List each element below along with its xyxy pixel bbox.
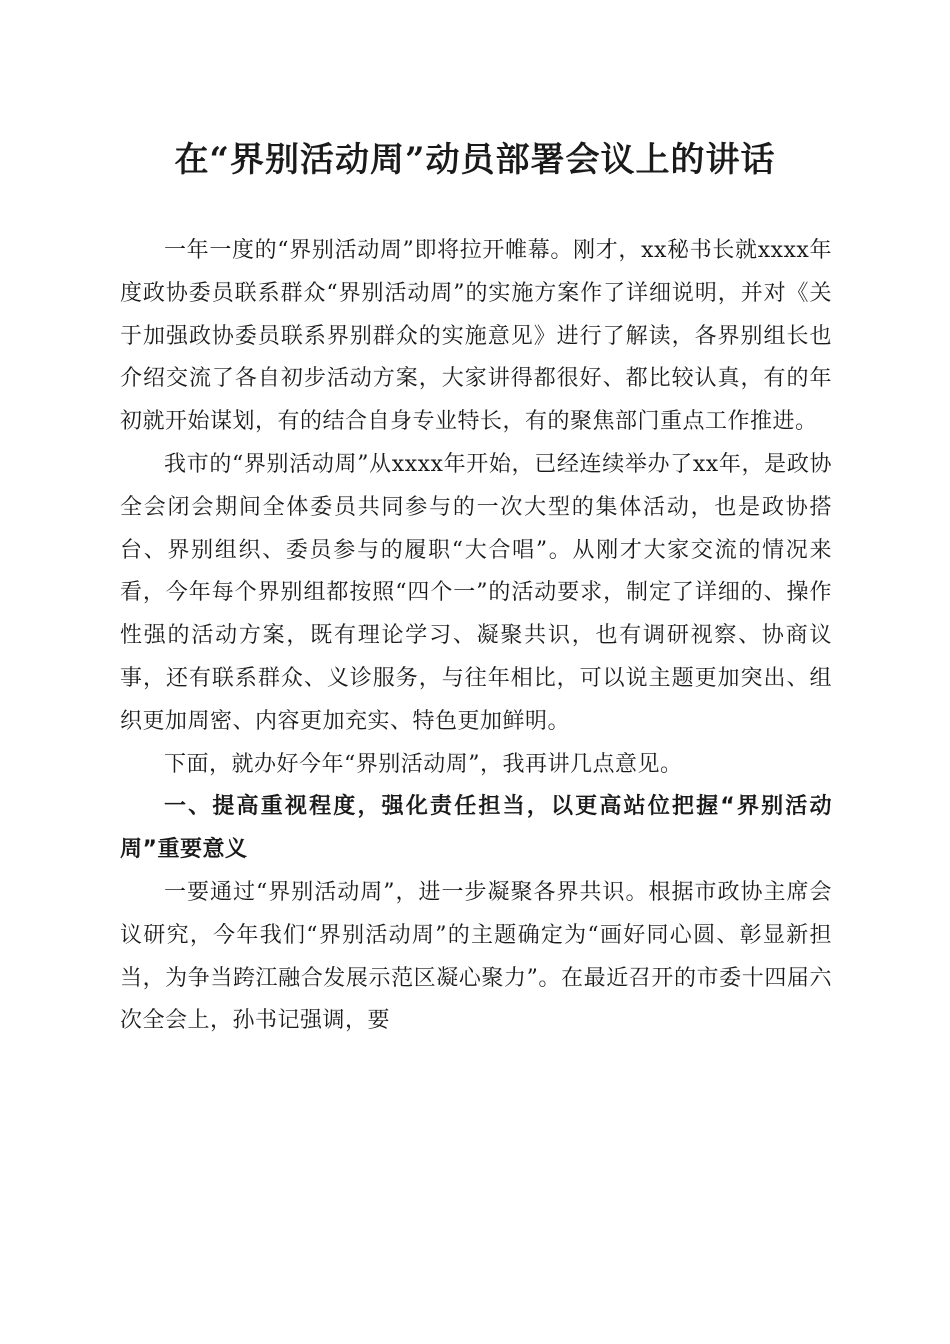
document-title: 在“界别活动周”动员部署会议上的讲话 (174, 140, 776, 180)
section-heading-1: 一、提高重视程度，强化责任担当，以更高站位把握“界别活动周”重要意义 (120, 794, 832, 863)
document-body (120, 230, 832, 1043)
paragraph-1: 一年一度的“界别活动周”即将拉开帷幕。刚才，xx秘书长就xxxx年度政协委员联系群众“界别活动周”的实施方案作了详细说明，并对《关于加强政协委员联系界别群众的实施意见》进行了解读，各界别组长也介绍交流了各自初步活动方案，大家讲得都很好、都比较认真，有的年初就开始谋划，有的结合自身专业特长，有的聚焦部门重点工作推进。 (120, 238, 832, 435)
paragraph-4: 一要通过“界别活动周”，进一步凝聚各界共识。根据市政协主席会议研究，今年我们“界别活动周”的主题确定为“画好同心圆、彰显新担当，为争当跨江融合发展示范区凝心聚力”。在最近召开的市委十四届六次全会上，孙书记强调，要 (120, 879, 832, 1034)
paragraph-3: 下面，就办好今年“界别活动周”，我再讲几点意见。 (164, 751, 683, 777)
paragraph-2: 我市的“界别活动周”从xxxx年开始，已经连续举办了xx年，是政协全会闭会期间全体委员共同参与的一次大型的集体活动，也是政协搭台、界别组织、委员参与的履职“大合唱”。从刚才大家交流的情况来看，今年每个界别组都按照“四个一”的活动要求，制定了详细的、操作性强的活动方案，既有理论学习、凝聚共识，也有调研视察、协商议事，还有联系群众、义诊服务，与往年相比，可以说主题更加突出、组织更加周密、内容更加充实、特色更加鲜明。 (120, 451, 832, 734)
